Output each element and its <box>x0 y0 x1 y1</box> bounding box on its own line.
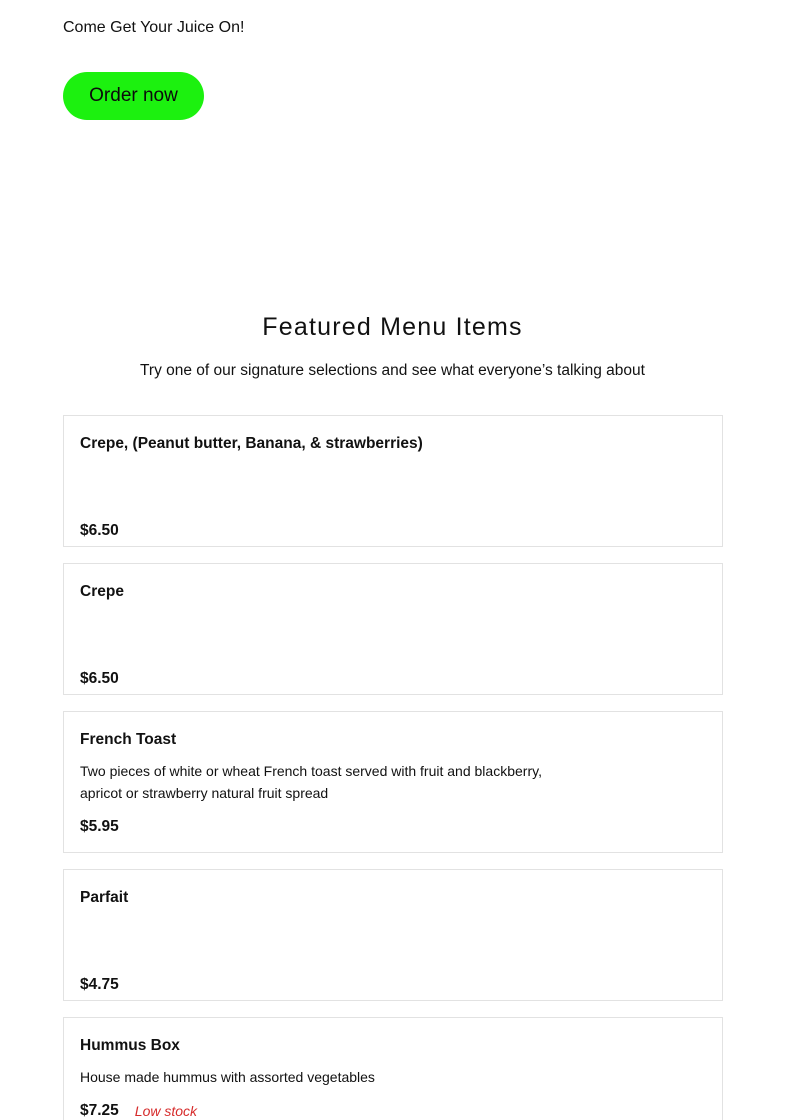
menu-item-price: $6.50 <box>80 670 119 687</box>
menu-item-price-row <box>80 516 706 546</box>
menu-item-description: Two pieces of white or wheat French toast served with fruit and blackberry, apricot or strawberry natural fruit spread <box>80 763 542 801</box>
menu-item-card[interactable] <box>63 563 723 695</box>
menu-item-card[interactable] <box>63 711 723 853</box>
featured-section <box>0 300 785 382</box>
menu-item-name: Crepe, (Peanut butter, Banana, & strawberries) <box>80 435 423 452</box>
featured-subtitle: Try one of our signature selections and see what everyone’s talking about <box>140 362 645 379</box>
menu-item-name: Hummus Box <box>80 1037 180 1054</box>
menu-item-description <box>80 612 550 656</box>
menu-item-price-row <box>80 664 706 694</box>
menu-item-card[interactable] <box>63 415 723 547</box>
menu-item-price-row <box>80 1096 706 1120</box>
menu-item-price: $5.95 <box>80 818 119 835</box>
menu-item-card[interactable] <box>63 869 723 1001</box>
menu-item-list <box>63 415 723 1120</box>
menu-item-name: Parfait <box>80 889 129 906</box>
menu-item-card[interactable] <box>63 1017 723 1120</box>
menu-item-price: $6.50 <box>80 522 119 539</box>
order-now-button[interactable]: Order now <box>63 72 204 120</box>
menu-item-name: Crepe <box>80 583 124 600</box>
menu-item-price: $4.75 <box>80 976 119 993</box>
menu-item-description <box>80 918 550 962</box>
low-stock-badge: Low stock <box>134 1103 198 1119</box>
menu-item-description: House made hummus with assorted vegetables <box>80 1069 375 1085</box>
menu-item-price-row <box>80 812 706 842</box>
menu-item-description <box>80 464 550 508</box>
menu-item-name: French Toast <box>80 731 177 748</box>
menu-item-price: $7.25 <box>80 1102 119 1119</box>
menu-item-price-row <box>80 970 706 1000</box>
hero-tagline: Come Get Your Juice On! <box>63 19 245 36</box>
featured-title: Featured Menu Items <box>262 313 523 341</box>
